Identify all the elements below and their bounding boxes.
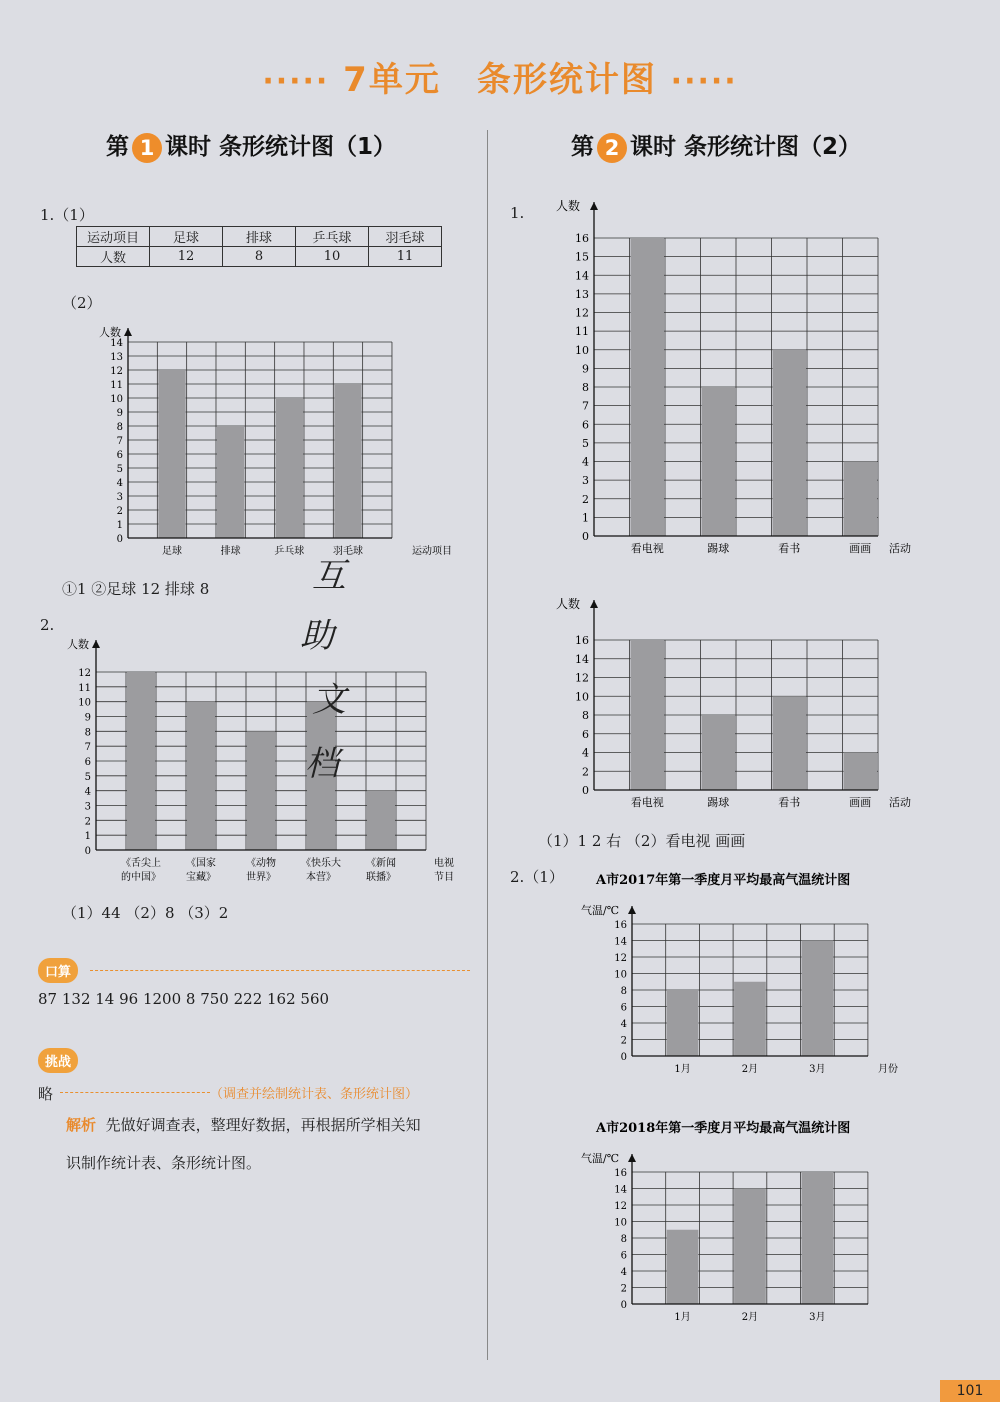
x-axis-label: 月份 xyxy=(878,1064,898,1075)
chart-temp-2018 xyxy=(560,1118,930,1330)
x-tick-label: 的中国》 xyxy=(121,872,161,883)
y-tick-label: 13 xyxy=(575,287,589,301)
table-cell: 11 xyxy=(369,247,442,267)
y-axis-label: 人数 xyxy=(555,598,581,611)
chart-bar xyxy=(631,640,665,790)
chart-bar xyxy=(367,791,395,850)
x-axis-label: 电视 xyxy=(434,858,454,869)
y-tick-label: 0 xyxy=(620,1052,627,1063)
y-tick-label: 7 xyxy=(116,436,123,447)
y-tick-label: 8 xyxy=(116,422,123,433)
y-axis-label: 人数 xyxy=(99,326,121,339)
lesson-1-title: 课时 条形统计图（1） xyxy=(165,134,397,160)
y-tick-label: 2 xyxy=(116,506,123,517)
x-tick-label: 联播》 xyxy=(366,872,396,883)
y-axis-label: 人数 xyxy=(555,199,581,213)
table-cell: 人数 xyxy=(77,247,150,267)
x-tick-label: 踢球 xyxy=(707,796,730,809)
lesson-2-heading xyxy=(571,128,861,163)
lesson-1-heading xyxy=(106,128,396,163)
chart-bar xyxy=(667,1230,699,1304)
chart-tv-programs xyxy=(60,618,460,886)
chart-bar xyxy=(276,398,303,538)
q1-2-label: （2） xyxy=(62,294,102,312)
y-tick-label: 2 xyxy=(620,1035,627,1047)
column-divider xyxy=(487,130,488,1360)
table-cell: 乒乓球 xyxy=(296,227,369,247)
y-tick-label: 0 xyxy=(582,530,589,543)
chart-bar xyxy=(702,387,736,536)
y-tick-label: 6 xyxy=(620,1250,627,1262)
table-cell: 10 xyxy=(296,247,369,267)
kousuan-answer: 87 132 14 96 1200 8 750 222 162 560 xyxy=(38,990,330,1008)
y-tick-label: 10 xyxy=(614,969,627,981)
x-tick-label: 羽毛球 xyxy=(332,546,363,557)
y-tick-label: 8 xyxy=(84,727,91,739)
x-axis-label: 活动 xyxy=(889,542,911,555)
y-tick-label: 6 xyxy=(84,757,91,768)
y-tick-label: 3 xyxy=(582,474,589,488)
x-tick-label: 3月 xyxy=(809,1064,826,1075)
y-tick-label: 3 xyxy=(84,801,91,813)
y-tick-label: 16 xyxy=(614,920,627,931)
y-tick-label: 10 xyxy=(614,1217,627,1229)
lesson-2-title: 课时 条形统计图（2） xyxy=(630,134,862,160)
y-tick-label: 14 xyxy=(614,936,627,948)
y-tick-label: 4 xyxy=(620,1267,627,1278)
y-tick-label: 6 xyxy=(582,727,589,741)
y-tick-label: 2 xyxy=(582,492,589,506)
kousuan-divider xyxy=(90,970,470,971)
y-axis-arrow-icon xyxy=(628,906,636,914)
x-tick-label: 本营》 xyxy=(306,872,336,883)
y-tick-label: 6 xyxy=(116,450,123,461)
y-tick-label: 8 xyxy=(620,1234,627,1245)
x-axis-label: 运动项目 xyxy=(412,546,452,557)
y-tick-label: 9 xyxy=(116,408,123,419)
chart-bar xyxy=(773,696,807,790)
y-tick-label: 6 xyxy=(582,418,589,432)
y-tick-label: 8 xyxy=(582,381,589,394)
lue-divider xyxy=(60,1092,210,1093)
kousuan-tag: 口算 xyxy=(38,958,78,983)
right-q2-label: 2.（1） xyxy=(510,868,564,886)
y-tick-label: 1 xyxy=(116,520,123,531)
x-tick-label: 1月 xyxy=(674,1312,691,1323)
y-tick-label: 14 xyxy=(614,1184,627,1196)
y-axis-arrow-icon xyxy=(124,328,132,336)
table-cell: 12 xyxy=(150,247,223,267)
chart-bar xyxy=(702,715,736,790)
y-tick-label: 2 xyxy=(620,1283,627,1295)
y-tick-label: 10 xyxy=(110,394,123,405)
y-tick-label: 1 xyxy=(582,511,589,525)
y-tick-label: 4 xyxy=(582,746,589,760)
lesson-2-prefix: 第 xyxy=(571,134,594,160)
y-tick-label: 0 xyxy=(84,846,91,857)
y-tick-label: 5 xyxy=(84,771,91,783)
y-tick-label: 12 xyxy=(78,668,91,679)
chart-bar xyxy=(334,384,361,538)
y-tick-label: 16 xyxy=(614,1168,627,1179)
handwriting-char: 文 xyxy=(312,680,346,720)
y-tick-label: 13 xyxy=(110,352,123,363)
unit-title xyxy=(0,52,1000,101)
y-axis-arrow-icon xyxy=(590,600,598,608)
chart-bar xyxy=(802,941,834,1057)
y-tick-label: 7 xyxy=(84,742,91,754)
y-tick-label: 12 xyxy=(110,366,123,377)
y-tick-label: 12 xyxy=(614,953,627,964)
y-axis-arrow-icon xyxy=(628,1154,636,1162)
y-tick-label: 4 xyxy=(116,478,123,489)
chart-bar xyxy=(631,238,665,536)
chart-bar xyxy=(187,702,215,850)
y-axis-arrow-icon xyxy=(92,640,100,648)
y-tick-label: 1 xyxy=(84,831,91,843)
y-tick-label: 6 xyxy=(620,1002,627,1014)
chart-bar xyxy=(844,462,878,537)
y-axis-label: 人数 xyxy=(67,638,89,651)
y-tick-label: 9 xyxy=(84,712,91,724)
x-tick-label: 画画 xyxy=(849,542,872,555)
x-tick-label: 世界》 xyxy=(246,872,276,883)
chart-sports xyxy=(60,318,460,568)
analysis-line-2: 识制作统计表、条形统计图。 xyxy=(66,1154,262,1172)
y-tick-label: 16 xyxy=(575,232,589,245)
tiaozhan-tag: 挑战 xyxy=(38,1048,78,1073)
analysis-text-1: 先做好调查表，整理好数据，再根据所学相关知 xyxy=(105,1116,421,1134)
q1-label: 1.（1） xyxy=(40,206,94,224)
y-tick-label: 0 xyxy=(116,534,123,545)
x-axis-label: 节目 xyxy=(434,872,454,883)
right-q1-label: 1. xyxy=(510,204,525,222)
y-tick-label: 0 xyxy=(620,1300,627,1311)
chart-bar xyxy=(127,672,155,850)
chart-activities-2 xyxy=(540,598,930,818)
y-tick-label: 12 xyxy=(614,1201,627,1212)
x-tick-label: 《国家 xyxy=(186,858,216,869)
sports-table xyxy=(76,226,442,267)
handwriting-char: 互 xyxy=(312,556,346,596)
table-row-values xyxy=(77,247,442,267)
y-tick-label: 14 xyxy=(110,338,123,349)
x-tick-label: 画画 xyxy=(849,796,872,809)
x-tick-label: 2月 xyxy=(741,1064,759,1075)
lesson-1-number-badge: 1 xyxy=(132,133,162,163)
dots-left: ····· xyxy=(262,64,330,99)
x-tick-label: 《动物 xyxy=(246,858,276,869)
right-q1-answer: （1）1 2 右 （2）看电视 画画 xyxy=(538,832,746,850)
table-cell: 足球 xyxy=(150,227,223,247)
y-tick-label: 8 xyxy=(620,986,627,997)
chart-temp-2017 xyxy=(560,870,930,1082)
chart-bar xyxy=(734,982,766,1056)
chart-bar xyxy=(773,350,807,536)
y-tick-label: 12 xyxy=(575,306,589,320)
y-tick-label: 4 xyxy=(582,455,589,469)
lesson-1-prefix: 第 xyxy=(106,134,129,160)
chart-bar xyxy=(217,426,244,538)
chart-bar xyxy=(844,753,878,791)
chart-bar xyxy=(247,731,275,850)
y-tick-label: 9 xyxy=(582,362,589,376)
analysis-line-1 xyxy=(66,1114,421,1135)
lesson-2-number-badge: 2 xyxy=(597,133,627,163)
y-tick-label: 14 xyxy=(575,269,589,283)
y-tick-label: 11 xyxy=(78,682,91,694)
q2-answer: （1）44 （2）8 （3）2 xyxy=(62,904,229,922)
x-tick-label: 1月 xyxy=(674,1064,691,1075)
chart-title: A市2017年第一季度月平均最高气温统计图 xyxy=(596,873,851,888)
lue-note: （调查并绘制统计表、条形统计图） xyxy=(210,1087,419,1102)
chart-activities-1 xyxy=(540,196,930,568)
chart-bar xyxy=(802,1172,834,1304)
dots-right: ····· xyxy=(670,64,738,99)
y-tick-label: 4 xyxy=(620,1019,627,1030)
x-tick-label: 《快乐大 xyxy=(301,858,341,869)
y-tick-label: 4 xyxy=(84,786,91,798)
y-tick-label: 15 xyxy=(575,250,589,264)
x-tick-label: 踢球 xyxy=(707,542,730,555)
y-tick-label: 14 xyxy=(575,652,589,666)
x-tick-label: 看电视 xyxy=(630,796,664,809)
table-cell: 8 xyxy=(223,247,296,267)
y-tick-label: 2 xyxy=(582,765,589,779)
chart-title: A市2018年第一季度月平均最高气温统计图 xyxy=(596,1121,851,1136)
q1-answer: ①1 ②足球 12 排球 8 xyxy=(62,580,210,598)
x-tick-label: 足球 xyxy=(161,546,182,557)
x-tick-label: 《新闻 xyxy=(366,858,396,869)
y-tick-label: 2 xyxy=(84,816,91,828)
lue-text: 略 xyxy=(38,1085,54,1103)
table-cell: 运动项目 xyxy=(77,227,150,247)
y-tick-label: 0 xyxy=(582,784,589,797)
y-tick-label: 5 xyxy=(116,464,123,475)
x-tick-label: 3月 xyxy=(809,1312,826,1323)
unit-title-text: 7单元 条形统计图 xyxy=(343,60,657,100)
table-row-header xyxy=(77,227,442,247)
y-axis-label: 气温/℃ xyxy=(580,904,620,917)
q2-label: 2. xyxy=(40,616,55,634)
y-tick-label: 11 xyxy=(575,325,589,339)
y-tick-label: 3 xyxy=(116,492,123,503)
y-tick-label: 10 xyxy=(78,697,91,709)
x-tick-label: 排球 xyxy=(220,546,241,557)
table-cell: 羽毛球 xyxy=(369,227,442,247)
y-tick-label: 16 xyxy=(575,634,589,647)
x-tick-label: 乒乓球 xyxy=(274,546,305,557)
x-axis-label: 活动 xyxy=(889,796,911,809)
x-tick-label: 看书 xyxy=(778,542,801,555)
handwriting-char: 档 xyxy=(305,744,339,784)
handwriting-char: 助 xyxy=(300,616,334,656)
y-tick-label: 8 xyxy=(582,709,589,722)
y-tick-label: 11 xyxy=(110,380,123,391)
y-tick-label: 7 xyxy=(582,399,589,413)
analysis-label: 解析 xyxy=(66,1116,97,1134)
page-number: 101 xyxy=(940,1380,1000,1402)
x-tick-label: 看电视 xyxy=(630,542,664,555)
y-tick-label: 12 xyxy=(575,671,589,685)
chart-bar xyxy=(158,370,185,538)
x-tick-label: 2月 xyxy=(741,1312,759,1323)
chart-bar xyxy=(734,1189,766,1305)
x-tick-label: 看书 xyxy=(778,796,801,809)
x-tick-label: 宝藏》 xyxy=(186,872,216,883)
x-tick-label: 《舌尖上 xyxy=(121,858,161,869)
chart-bar xyxy=(667,990,699,1056)
y-axis-arrow-icon xyxy=(590,202,598,210)
table-cell: 排球 xyxy=(223,227,296,247)
y-tick-label: 5 xyxy=(582,436,589,450)
y-tick-label: 10 xyxy=(575,690,589,704)
y-tick-label: 10 xyxy=(575,343,589,357)
y-axis-label: 气温/℃ xyxy=(580,1152,620,1165)
